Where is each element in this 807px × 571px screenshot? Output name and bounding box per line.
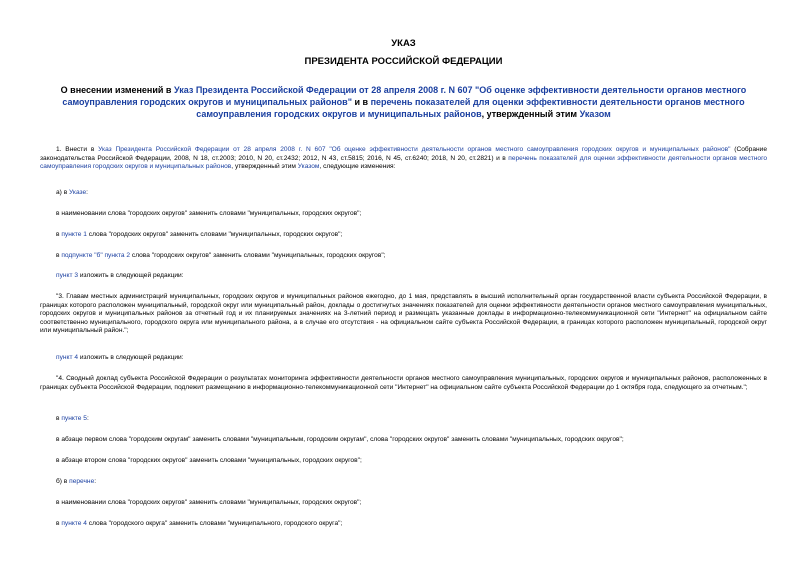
item-a6-prefix: в [56, 415, 62, 422]
item-a1: в наименовании слова "городских округов" заменить словами "муниципальных, городских округов"; [56, 210, 362, 217]
subtitle-prefix: О внесении изменений в [60, 85, 174, 95]
link-decree-607[interactable]: Указ Президента Российской Федерации от 28 апреля 2008 г. N 607 "Об оценке эффективности деятельности органов местного самоуправления городских округов и муниципальных районов" [98, 146, 731, 153]
link-list[interactable]: перечне [69, 478, 95, 485]
p1-middle2: , утвержденный этим [231, 163, 298, 170]
link-decree[interactable]: Указом [579, 109, 611, 119]
paragraph-1 [40, 146, 767, 172]
link-point-5[interactable]: пункте 5 [61, 415, 87, 422]
subtitle-middle: и в [351, 97, 371, 107]
p1-middle: (Собрание законодательства Российской Федерации, 2008, N 18, ст.2003; 2010, N 20, ст.2432; 2012, N 43, ст.5815; 2016, N 45, ст.6240; 2018, N 20, ст.2821) и в [40, 146, 768, 162]
item-a5-suffix: изложить в следующей редакции: [78, 354, 184, 361]
item-a4-suffix: изложить в следующей редакции: [78, 272, 184, 279]
item-a2 [40, 231, 767, 240]
link-point-4[interactable]: пункт 4 [56, 354, 78, 361]
link-point-1[interactable]: пункте 1 [61, 231, 87, 238]
item-a-prefix: а) в [56, 189, 70, 196]
quote-point-4: "4. Сводный доклад субъекта Российской Федерации о результатах мониторинга эффективности деятельности органов местного самоуправления муниципальных, городских округов и муниципальных районов, расположенных в границах субъекта Российской Федерации, подлежит размещению в информационно-телекоммуникационной сети "Интернет" на официальном сайте субъекта Российской Федерации до 1 октября года, следующего за отчетным."; [40, 375, 767, 391]
item-a [40, 189, 767, 198]
p1-prefix: 1. Внести в [56, 146, 99, 153]
document-title: УКАЗ [391, 38, 416, 49]
item-b2-prefix: в [56, 520, 62, 527]
document-issuer: ПРЕЗИДЕНТА РОССИЙСКОЙ ФЕДЕРАЦИИ [304, 56, 503, 67]
subtitle-suffix: , утвержденный этим [481, 109, 580, 119]
item-a3 [40, 252, 767, 261]
item-a-suffix: : [86, 189, 89, 196]
item-a4 [40, 272, 767, 281]
p1-suffix: , следующие изменения: [319, 163, 396, 170]
link-decree[interactable]: Указе [69, 189, 87, 196]
item-a7: в абзаце первом слова "городским округам" заменить словами "муниципальным, городским округам", слова "городских округов" заменить словами "муниципальных, городских округов"; [56, 436, 624, 443]
link-decree[interactable]: Указом [297, 163, 320, 170]
link-point-4-list[interactable]: пункте 4 [61, 520, 87, 527]
link-indicator-list[interactable]: перечень показателей для оценки эффективности деятельности органов местного самоуправления городских округов и муниципальных районов [196, 97, 745, 119]
item-b2 [40, 520, 767, 529]
link-point-3[interactable]: пункт 3 [56, 272, 78, 279]
item-a6 [40, 415, 767, 424]
link-indicator-list[interactable]: перечень показателей для оценки эффективности деятельности органов местного самоуправления городских округов и муниципальных районов [40, 154, 767, 170]
item-a3-prefix: в [56, 252, 62, 259]
item-a3-suffix: слова "городских округов" заменить словами "муниципальных, городских округов"; [130, 252, 386, 259]
item-a2-suffix: слова "городских округов" заменить словами "муниципальных, городских округов"; [86, 231, 343, 238]
item-a5 [40, 354, 767, 363]
item-b2-suffix: слова "городского округа" заменить словами "муниципального, городского округа"; [86, 520, 343, 527]
link-decree-607[interactable]: Указ Президента Российской Федерации от 28 апреля 2008 г. N 607 "Об оценке эффективности деятельности органов местного самоуправления городских округов и муниципальных районов" [62, 85, 747, 107]
item-b [40, 478, 767, 487]
link-subpoint-b-point-2[interactable]: подпункте "б" пункта 2 [61, 252, 131, 259]
item-b1: в наименовании слова "городских округов" заменить словами "муниципальных, городских округов"; [56, 499, 362, 506]
item-a6-suffix: : [86, 415, 89, 422]
document-subtitle [40, 84, 767, 120]
item-a8: в абзаце втором слова "городских округов" заменить словами "муниципальных, городских округов"; [56, 457, 362, 464]
item-a2-prefix: в [56, 231, 62, 238]
item-b-prefix: б) в [56, 478, 70, 485]
item-b-suffix: : [94, 478, 97, 485]
quote-point-3: "3. Главам местных администраций муниципальных, городских округов и муниципальных районов ежегодно, до 1 мая, представлять в высший исполнительный орган государственной власти субъекта Российской Федерации, в границах которого расположен муниципальный, городской округ или муниципальный район, доклады о достигнутых значениях показателей для оценки эффективности деятельности органов местного самоуправления муниципальных, городских округов и муниципальных районов за отчетный год и их планируемых значениях на 3-летний период и размещать указанные доклады в информационно-телекоммуникационной сети "Интернет" на официальном сайте соответственно муниципального, городского округа или муниципального района, а в случае его отсутствия - на официальном сайте субъекта Российской Федерации, в границах которого расположен муниципальный, городской округ или муниципальный район."; [40, 293, 767, 334]
